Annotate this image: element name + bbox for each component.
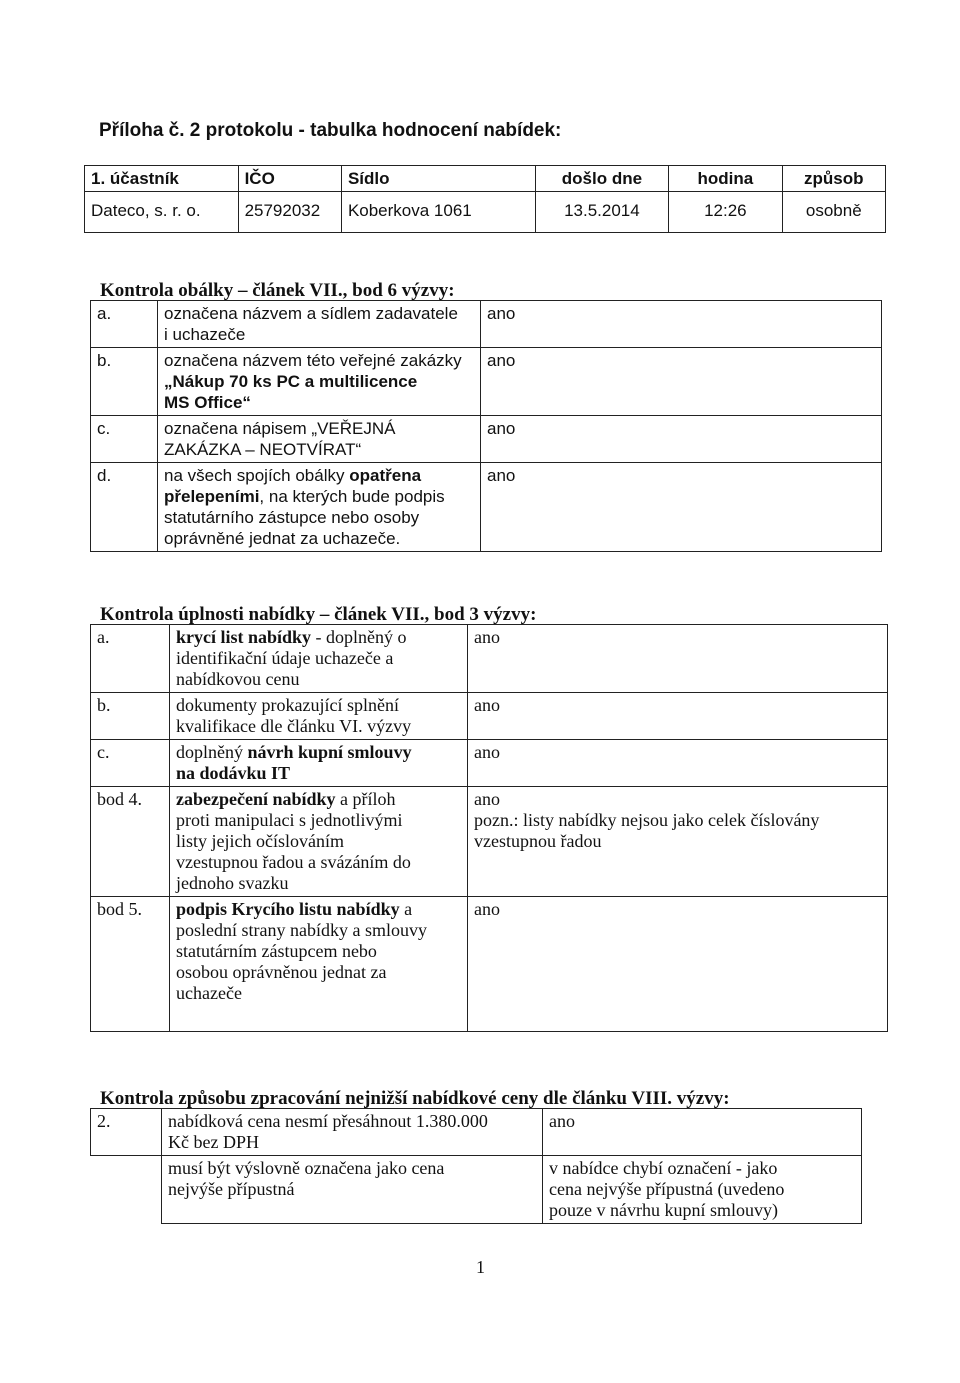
row-text-bold: opatřena [349, 466, 422, 485]
header-participant: 1. účastník [85, 166, 239, 192]
row-value: ano [468, 740, 888, 787]
row-text-bold: Krycího listu nabídky [231, 899, 400, 919]
header-time: hodina [669, 166, 782, 192]
cell-method: osobně [782, 192, 885, 233]
row-text: ZAKÁZKA – NEOTVÍRAT“ [164, 440, 362, 459]
row-text: musí být výslovně označena jako cena [168, 1158, 445, 1178]
cell-ico: 25792032 [238, 192, 341, 233]
table-row [91, 787, 888, 897]
table-row [91, 740, 888, 787]
header-received: došlo dne [535, 166, 669, 192]
row-text: proti manipulaci s jednotlivými [176, 810, 403, 830]
row-text: statutárního zástupce nebo osoby [164, 508, 420, 527]
row-text: statutárním zástupcem nebo [176, 941, 377, 961]
cell-participant: Dateco, s. r. o. [85, 192, 239, 233]
row-text-bold: krycí list nabídky [176, 627, 312, 647]
table-header-row [85, 166, 886, 192]
price-check-table [90, 1108, 862, 1224]
row-text: - doplněný o [311, 627, 407, 647]
table-row [91, 693, 888, 740]
row-text-bold: podpis [176, 899, 228, 919]
table-row [91, 348, 882, 416]
envelope-check-table [90, 300, 882, 552]
row-text: Kč bez DPH [168, 1132, 259, 1152]
row-text: identifikační údaje uchazeče a [176, 648, 394, 668]
cell-time: 12:26 [669, 192, 782, 233]
row-text: označena názvem a sídlem zadavatele [164, 304, 458, 323]
row-text: listy jejich očíslováním [176, 831, 344, 851]
row-text: uchazeče [176, 983, 242, 1003]
row-text-bold: na dodávku IT [176, 763, 291, 783]
table-row [91, 463, 882, 552]
section-title-price: Kontrola způsobu zpracování nejnižší nabídkové ceny dle článku VIII. výzvy: [100, 1088, 730, 1109]
header-method: způsob [782, 166, 885, 192]
row-label: 2. [91, 1109, 162, 1156]
row-text: „Nákup 70 ks PC a multilicence [164, 372, 418, 391]
row-label: bod 4. [91, 787, 170, 897]
row-text: osobou oprávněnou jednat za [176, 962, 387, 982]
row-value: ano [481, 416, 882, 463]
row-text: doplněný [176, 742, 248, 762]
table-row [91, 1109, 862, 1156]
cell-seat: Koberkova 1061 [341, 192, 535, 233]
row-text: poslední strany nabídky a smlouvy [176, 920, 427, 940]
row-text: kvalifikace dle článku VI. výzvy [176, 716, 412, 736]
row-value: ano [468, 693, 888, 740]
section-title-completeness: Kontrola úplnosti nabídky – článek VII., bod 3 výzvy: [100, 604, 537, 625]
row-text: vzestupnou řadou a svázáním do [176, 852, 411, 872]
row-value: ano [481, 348, 882, 416]
row-label [91, 1156, 162, 1224]
row-text: nabídkovou cenu [176, 669, 300, 689]
row-label: c. [91, 740, 170, 787]
row-text: , na kterých bude podpis [259, 487, 445, 506]
row-text: i uchazeče [164, 325, 246, 344]
row-label: d. [91, 463, 158, 552]
page-number: 1 [476, 1257, 485, 1277]
cell-received: 13.5.2014 [535, 192, 669, 233]
table-row [91, 625, 888, 693]
row-value: ano [481, 463, 882, 552]
row-text: jednoho svazku [176, 873, 289, 893]
row-text: a [399, 899, 413, 919]
row-note: vzestupnou řadou [474, 831, 602, 851]
row-label: b. [91, 348, 158, 416]
row-text: na všech spojích obálky [164, 466, 345, 485]
table-row [91, 897, 888, 1032]
table-row [91, 416, 882, 463]
table-row [91, 1156, 862, 1224]
row-label: bod 5. [91, 897, 170, 1032]
section-title-envelope: Kontrola obálky – článek VII., bod 6 výzvy: [100, 280, 455, 301]
row-text-bold: přelepeními [164, 487, 260, 506]
row-text: oprávněné jednat za uchazeče. [164, 529, 401, 548]
table-row [91, 301, 882, 348]
row-label: b. [91, 693, 170, 740]
row-value: ano [468, 625, 888, 693]
row-text-bold: návrh kupní smlouvy [247, 742, 412, 762]
completeness-check-table [90, 624, 888, 1032]
row-text: dokumenty prokazující splnění [176, 695, 399, 715]
row-text: MS Office“ [164, 393, 251, 412]
row-text: a příloh [335, 789, 396, 809]
row-value: pouze v návrhu kupní smlouvy) [549, 1200, 778, 1220]
row-value: ano [474, 789, 500, 809]
row-label: c. [91, 416, 158, 463]
row-note: pozn.: listy nabídky nejsou jako celek číslovány [474, 810, 820, 830]
row-text: nabídková cena nesmí přesáhnout 1.380.000 [168, 1111, 488, 1131]
page-title: Příloha č. 2 protokolu - tabulka hodnocení nabídek: [99, 120, 562, 141]
table-row [85, 192, 886, 233]
row-value: ano [543, 1109, 862, 1156]
row-value: ano [481, 301, 882, 348]
row-text: označena názvem této veřejné zakázky [164, 351, 462, 370]
row-text-bold: zabezpečení nabídky [176, 789, 336, 809]
row-text: nejvýše přípustná [168, 1179, 295, 1199]
row-label: a. [91, 625, 170, 693]
participant-table [84, 165, 886, 233]
row-value: cena nejvýše přípustná (uvedeno [549, 1179, 785, 1199]
header-ico: IČO [238, 166, 341, 192]
row-value: ano [468, 897, 888, 1032]
row-label: a. [91, 301, 158, 348]
row-text: označena nápisem „VEŘEJNÁ [164, 419, 396, 438]
header-seat: Sídlo [341, 166, 535, 192]
row-value: v nabídce chybí označení - jako [549, 1158, 778, 1178]
